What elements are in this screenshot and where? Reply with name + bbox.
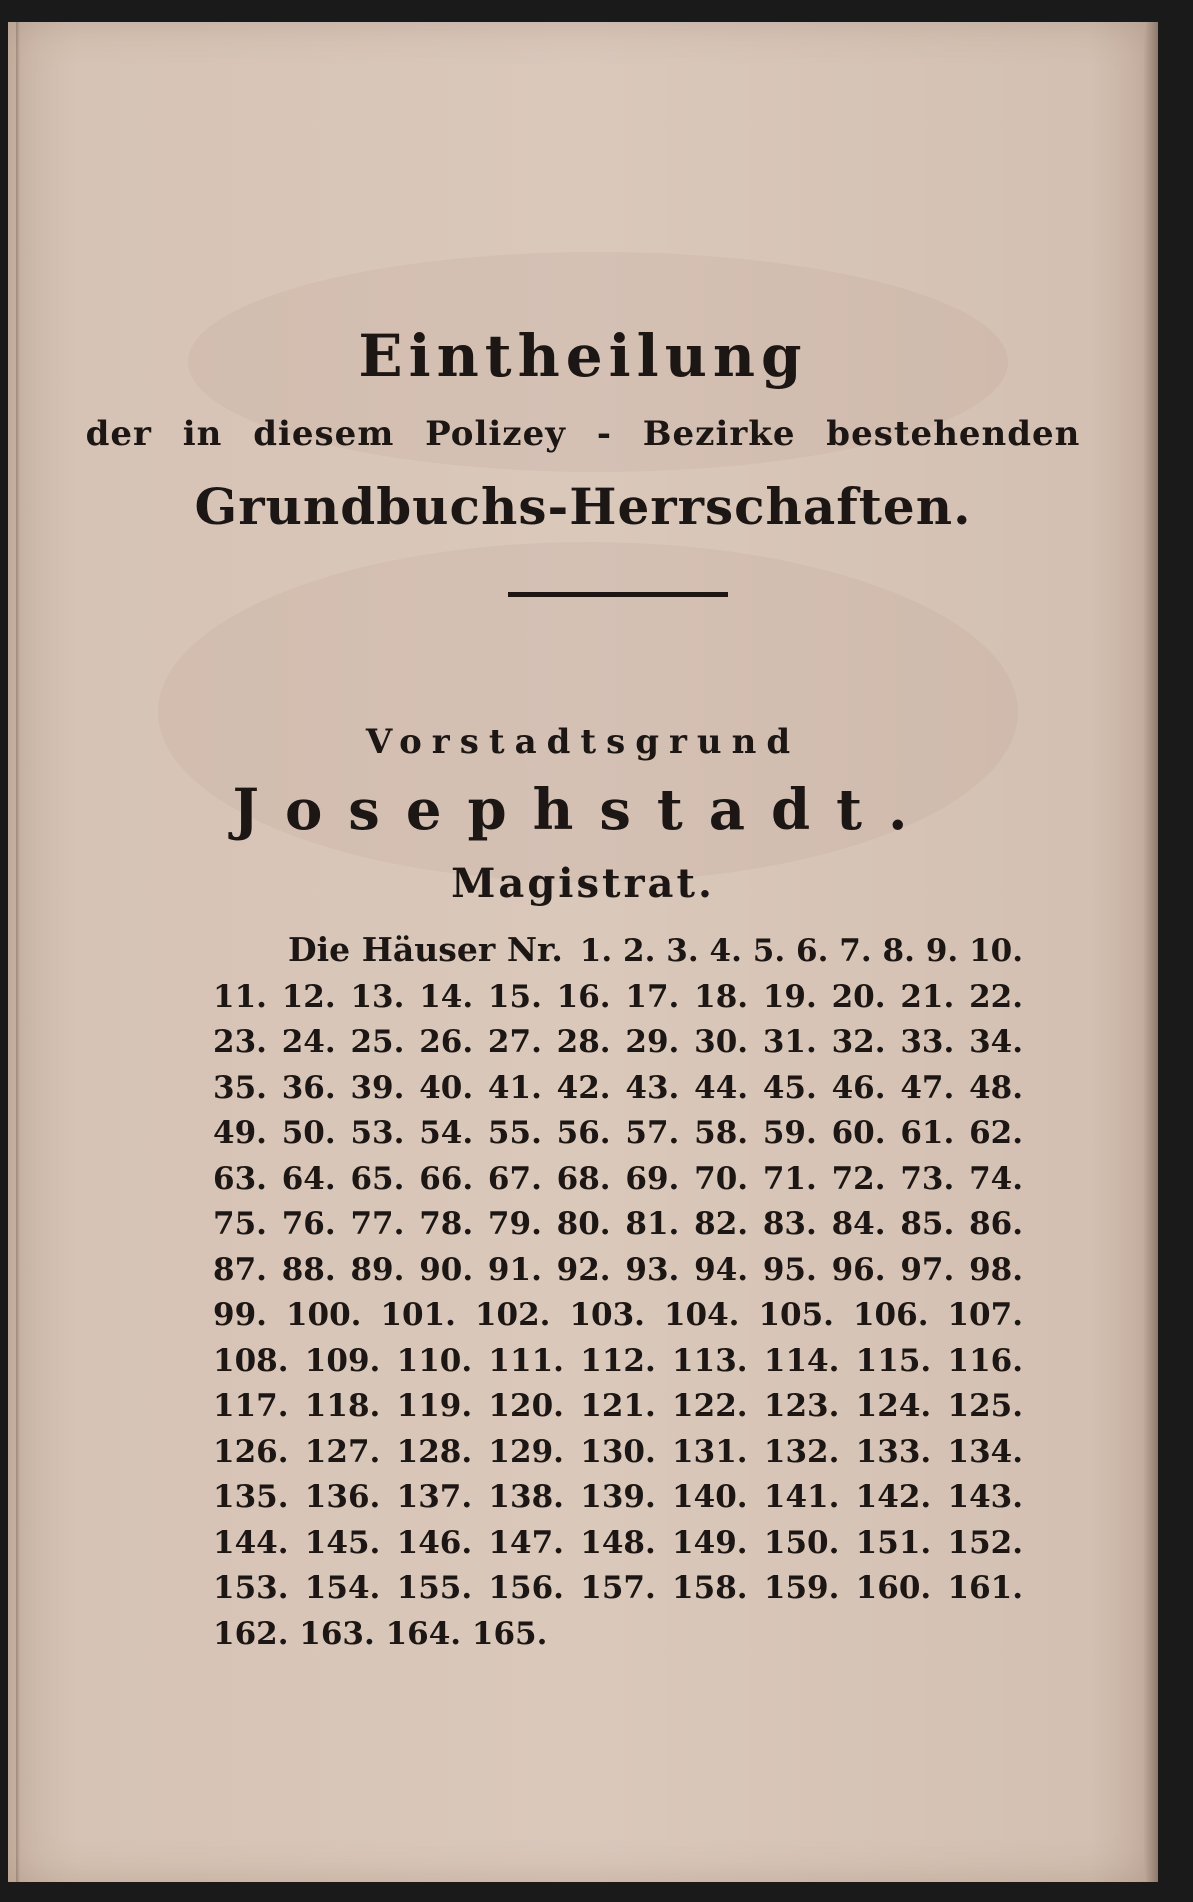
house-number-list	[213, 927, 1023, 1657]
authority-heading: Magistrat.	[451, 860, 715, 907]
divider-rule	[508, 592, 728, 597]
page-subtitle-2: Grundbuchs-Herrschaften.	[194, 477, 972, 536]
page-subtitle: der in diesem Polizey - Bezirke bestehenden	[85, 414, 1081, 454]
section-label: Vorstadtsgrund	[365, 722, 801, 762]
section-name: Josephstadt.	[232, 777, 934, 843]
houses-prefix: Die Häuser Nr.	[288, 930, 563, 969]
houses-numbers: 1. 2. 3. 4. 5. 6. 7. 8. 9. 10. 11. 12. 13. 14. 15. 16. 17. 18. 19. 20. 21. 22. 23. 24. 25. 26. 27. 28. 29. 30. 31. 32. 33. 34. 35. 36. 39. 40. 41. 42. 43. 44. 45. 46. 47. 48. 49. 50. 53. 54. 55. 56. 57. 58. 59. 60. 61. 62. 63. 64. 65. 66. 67. 68. 69. 70. 71. 72. 73. 74. 75. 76. 77. 78. 79. 80. 81. 82. 83. 84. 85. 86. 87. 88. 89. 90. 91. 92. 93. 94. 95. 96. 97. 98. 99. 100. 101. 102. 103. 104. 105. 106. 107. 108. 109. 110. 111. 112. 113. 114. 115. 116. 117. 118. 119. 120. 121. 122. 123. 124. 125. 126. 127. 128. 129. 130. 131. 132. 133. 134. 135. 136. 137. 138. 139. 140. 141. 142. 143. 144. 145. 146. 147. 148. 149. 150. 151. 152. 153. 154. 155. 156. 157. 158. 159. 160. 161. 162. 163. 164. 165.	[213, 933, 1024, 1652]
book-page	[8, 22, 1158, 1882]
page-title: Eintheilung	[358, 322, 808, 390]
page-text	[8, 22, 1158, 1882]
